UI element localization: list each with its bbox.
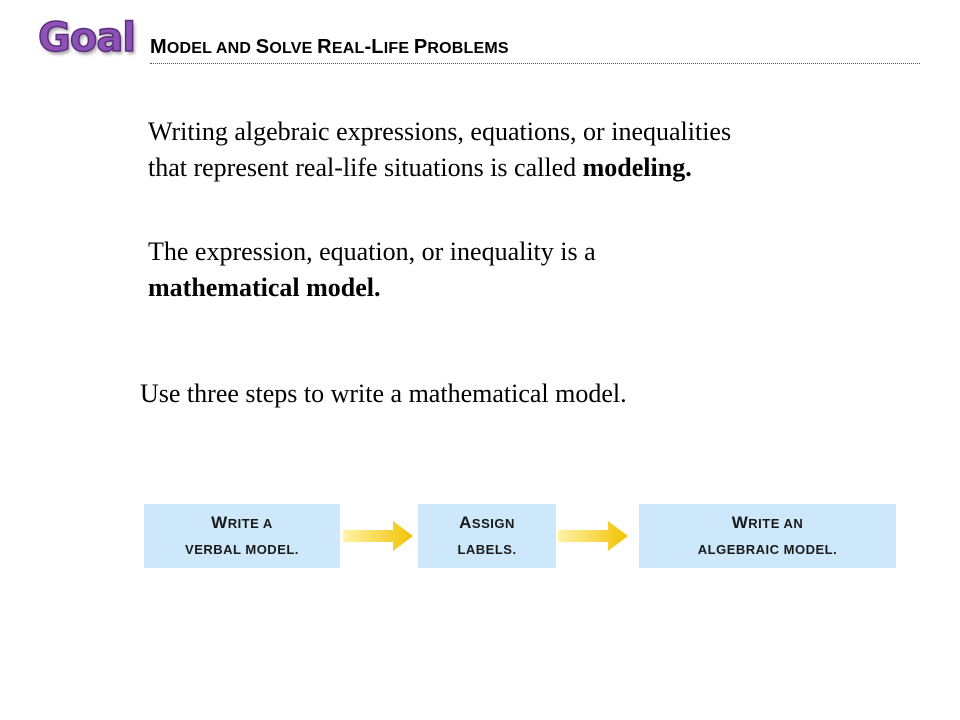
goal-logo: Goal xyxy=(38,15,136,61)
step-write-verbal-model xyxy=(144,504,340,568)
title-part: EAL xyxy=(331,40,365,57)
step-cap: W xyxy=(731,512,749,532)
title-part: OLVE xyxy=(269,40,318,57)
modeling-definition-line-2 xyxy=(148,150,731,186)
title-part: -L xyxy=(364,36,384,58)
step-line-1 xyxy=(185,510,299,537)
step-line-2: VERBAL MODEL. xyxy=(185,541,299,557)
title-part: ROBLEMS xyxy=(427,40,509,57)
title-part: S xyxy=(255,36,270,58)
modeling-term: modeling. xyxy=(582,153,692,182)
title-part: P xyxy=(413,36,428,58)
title-part: M xyxy=(150,36,167,58)
modeling-definition-line-1: Writing algebraic expressions, equations, or inequalities xyxy=(148,117,732,146)
step-line-1 xyxy=(457,510,516,537)
model-definition xyxy=(148,234,596,306)
step-rest: RITE AN xyxy=(748,515,804,531)
title-part: ODEL AND xyxy=(166,40,256,57)
modeling-definition-text: that represent real-life situations is called xyxy=(148,153,583,182)
step-line-2: ALGEBRAIC MODEL. xyxy=(697,541,838,557)
step-write-algebraic-model xyxy=(639,504,896,568)
step-rest: SSIGN xyxy=(471,515,515,531)
title-divider xyxy=(150,63,920,64)
steps-intro: Use three steps to write a mathematical model. xyxy=(140,379,627,408)
modeling-definition xyxy=(148,114,731,186)
step-line-1 xyxy=(698,510,837,537)
step-cap: A xyxy=(459,512,472,532)
title-part: IFE xyxy=(383,40,414,57)
page-title xyxy=(150,36,509,59)
right-arrow-icon xyxy=(343,519,415,553)
mathematical-model-term: mathematical model. xyxy=(148,273,381,302)
step-line-2: LABELS. xyxy=(457,541,517,557)
model-definition-line-1: The expression, equation, or inequality is a xyxy=(148,237,596,266)
step-cap: W xyxy=(211,512,228,532)
right-arrow-icon xyxy=(558,519,630,553)
step-assign-labels xyxy=(418,504,556,568)
step-rest: RITE A xyxy=(227,515,273,531)
title-part: R xyxy=(317,36,332,58)
